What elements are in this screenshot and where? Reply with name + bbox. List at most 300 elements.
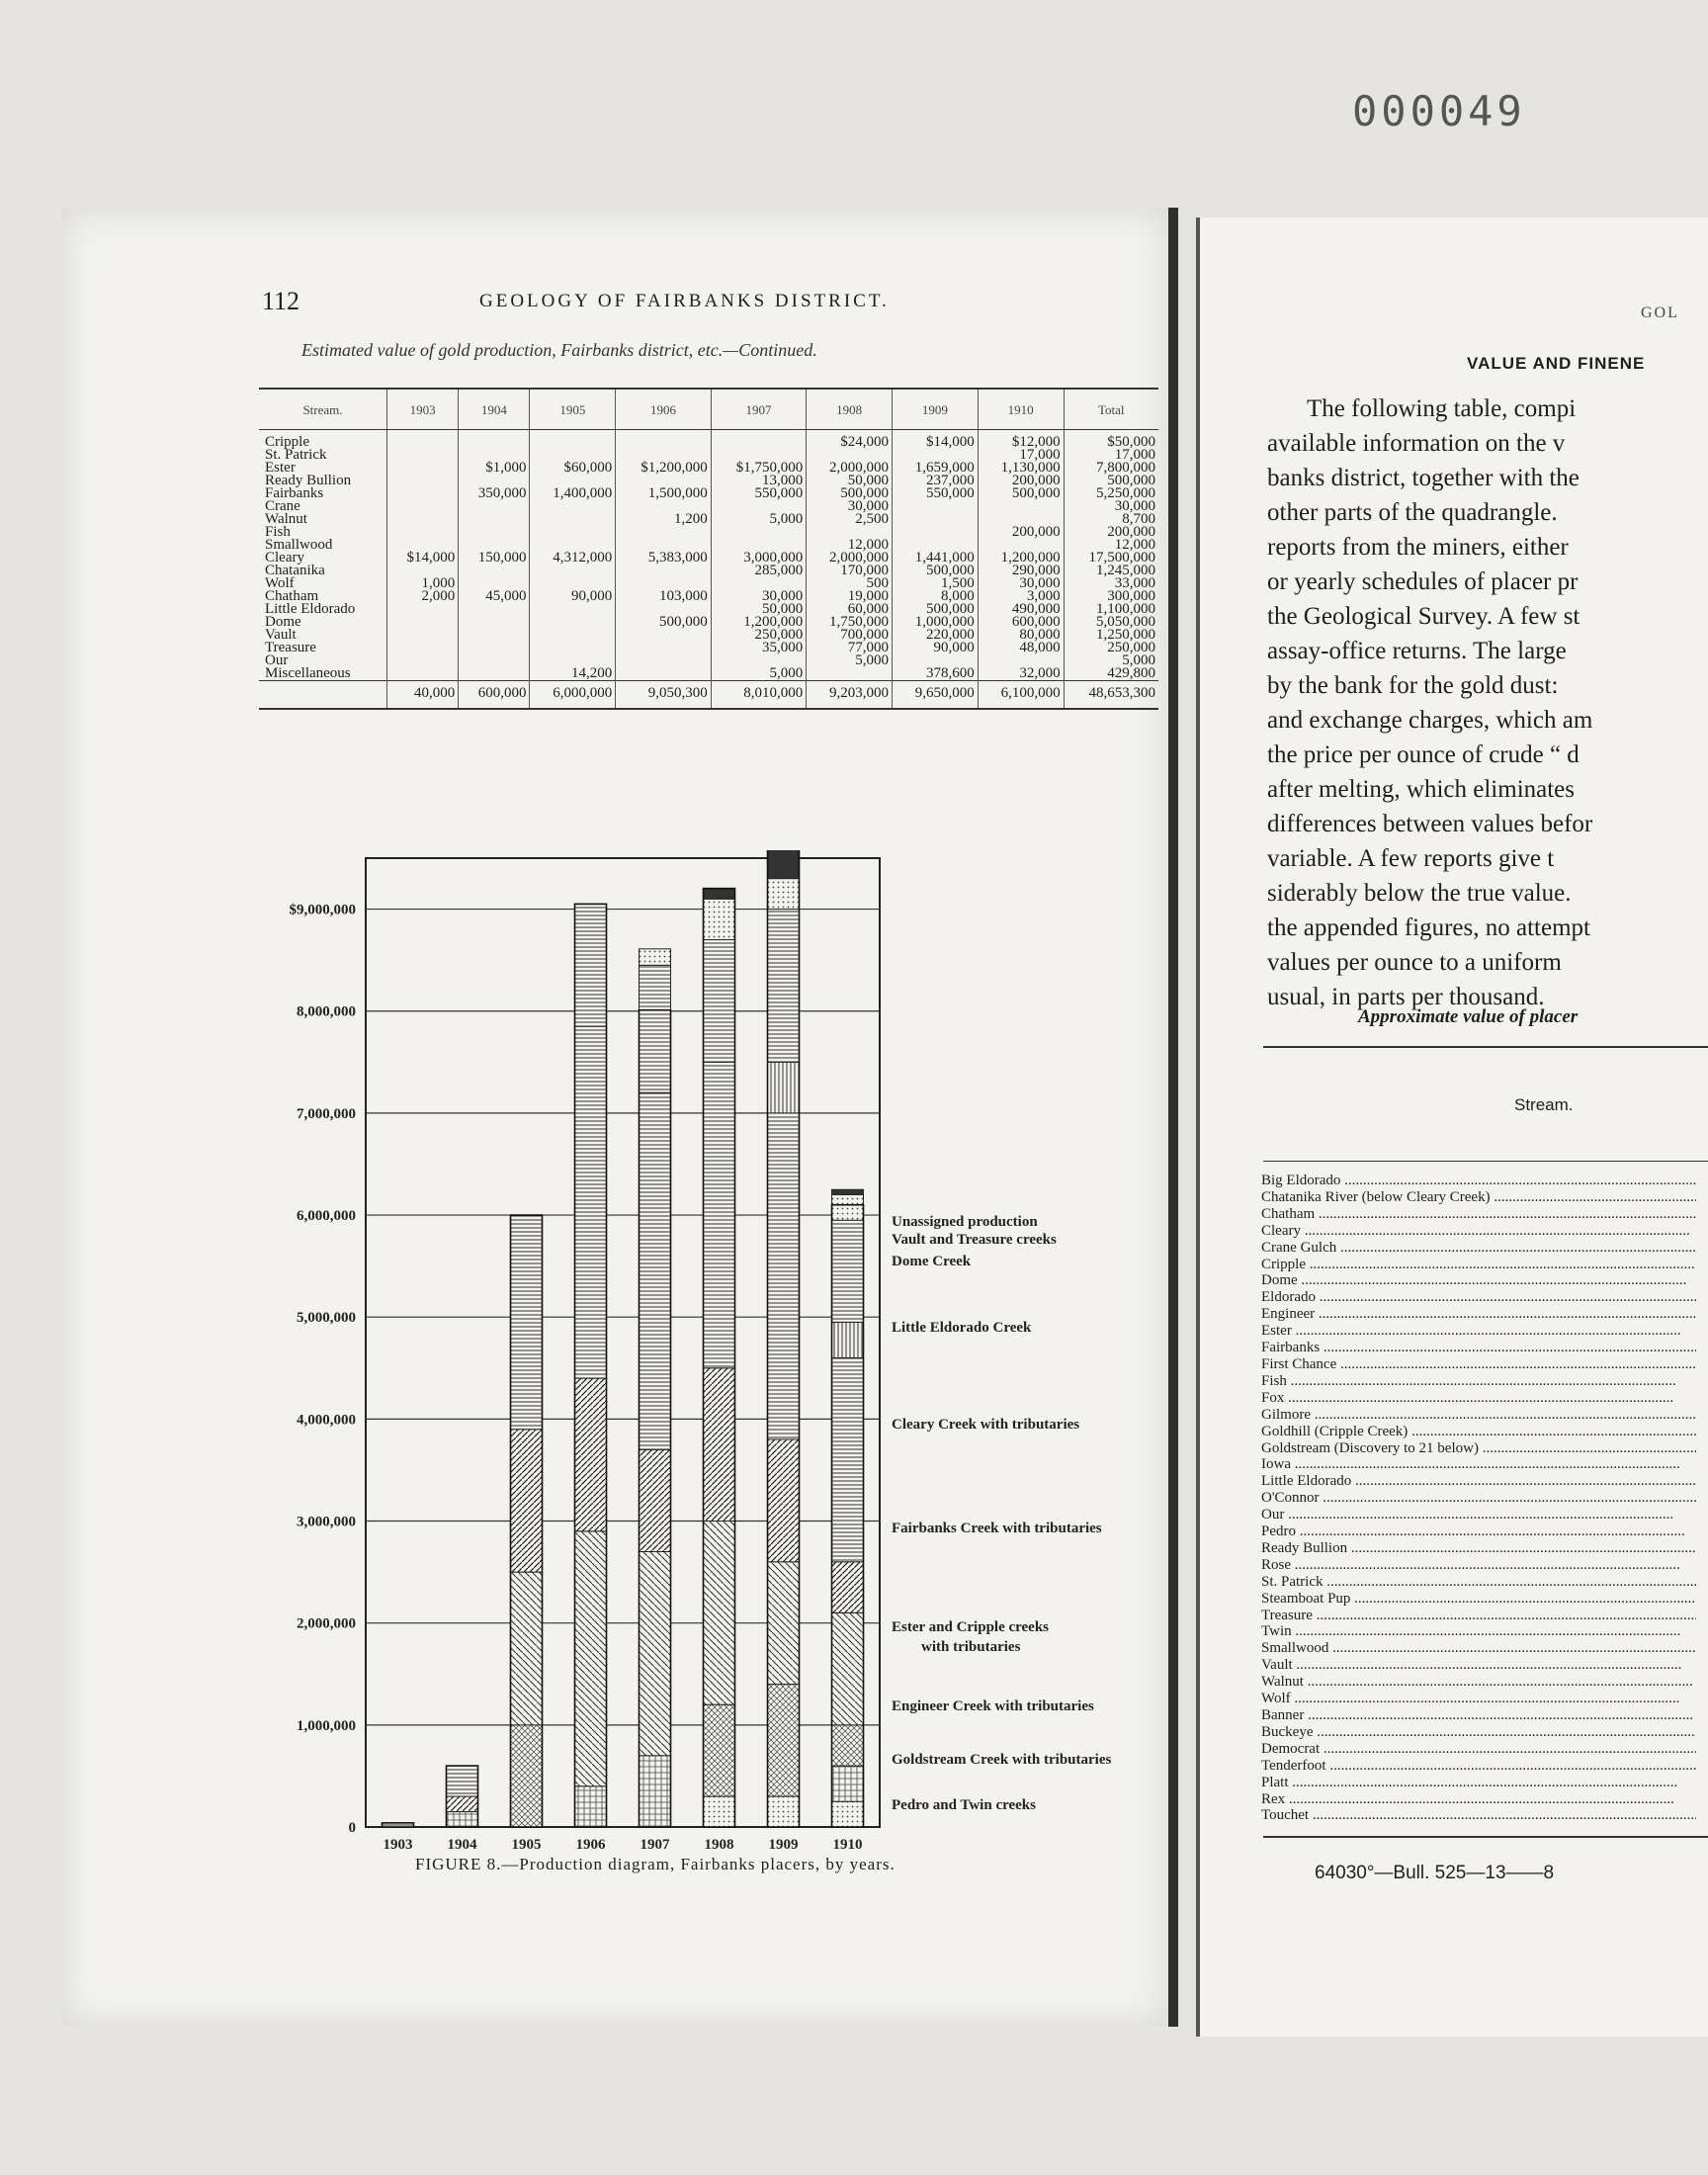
- table-header-cell: 1910: [978, 389, 1064, 430]
- value-cell: 80,000: [978, 629, 1064, 642]
- value-cell: 30,000: [807, 500, 893, 513]
- stream-name-cell: St. Patrick: [265, 447, 327, 463]
- value-cell: 1,400,000: [530, 487, 616, 500]
- value-cell: [387, 629, 459, 642]
- bar-segment: [768, 879, 800, 910]
- value-cell: 1,500,000: [616, 487, 712, 500]
- value-cell: $1,200,000: [616, 462, 712, 475]
- stream-list-item: Gilmore .....: [1261, 1407, 1696, 1424]
- paragraph-line: the Geological Survey. A few st: [1267, 603, 1580, 630]
- table-header-cell: 1906: [616, 389, 712, 430]
- stream-list-item: Ready Bullion .....: [1261, 1540, 1696, 1557]
- value-cell: 2,000,000: [807, 462, 893, 475]
- total-cell: 8,010,000: [711, 681, 807, 710]
- stream-list-item: Iowa .....: [1261, 1456, 1696, 1473]
- stream-name-cell: Dome: [265, 614, 301, 630]
- value-cell: 1,130,000: [978, 462, 1064, 475]
- value-cell: 500,000: [1064, 475, 1158, 487]
- table-header-row: [259, 389, 1158, 430]
- bar-segment: [768, 1685, 800, 1796]
- value-cell: 2,500: [807, 513, 893, 526]
- right-paragraph: [1267, 392, 1692, 1014]
- value-cell: 90,000: [530, 590, 616, 603]
- value-cell: [387, 500, 459, 513]
- value-cell: [616, 565, 712, 577]
- paragraph-line: variable. A few reports give t: [1267, 845, 1555, 872]
- stream-list-item: Crane Gulch .....: [1261, 1240, 1696, 1257]
- stream-list-item: Fox .....: [1261, 1390, 1696, 1407]
- value-cell: [530, 565, 616, 577]
- stream-list-item: Chatanika River (below Cleary Creek) .....: [1261, 1189, 1696, 1206]
- value-cell: [530, 526, 616, 539]
- value-cell: [387, 475, 459, 487]
- stream-name-cell: Treasure: [265, 640, 316, 655]
- stream-name-cell: Little Eldorado: [265, 601, 356, 617]
- paragraph-line: assay-office returns. The large: [1267, 638, 1567, 664]
- x-tick-label: 1904: [447, 1837, 477, 1853]
- right-table-caption: Approximate value of placer: [1358, 1006, 1579, 1027]
- page-number: 112: [262, 287, 300, 315]
- value-cell: 150,000: [459, 552, 530, 565]
- y-tick-label: 4,000,000: [297, 1412, 356, 1429]
- stream-list-item: Treasure .....: [1261, 1608, 1696, 1624]
- stream-name-cell: Smallwood: [265, 537, 333, 553]
- value-cell: 4,312,000: [530, 552, 616, 565]
- stream-list-item: O'Connor .....: [1261, 1490, 1696, 1507]
- table-header-cell: Stream.: [259, 389, 387, 430]
- value-cell: [711, 526, 807, 539]
- value-cell: [387, 654, 459, 667]
- value-cell: 12,000: [1064, 539, 1158, 552]
- value-cell: 500: [807, 577, 893, 590]
- value-cell: [459, 526, 530, 539]
- value-cell: [387, 449, 459, 462]
- value-cell: [530, 642, 616, 654]
- value-cell: 500,000: [807, 487, 893, 500]
- value-cell: [459, 642, 530, 654]
- value-cell: 170,000: [807, 565, 893, 577]
- table-row: [259, 642, 1158, 654]
- value-cell: 1,441,000: [893, 552, 979, 565]
- table-row: [259, 526, 1158, 539]
- running-title: GEOLOGY OF FAIRBANKS DISTRICT.: [479, 291, 890, 311]
- bar-segment: [832, 1612, 864, 1724]
- bar-segment: [704, 1704, 735, 1796]
- value-cell: 35,000: [711, 642, 807, 654]
- stream-list-item: Dome .....: [1261, 1272, 1696, 1289]
- legend-label-line: Fairbanks Creek with tributaries: [892, 1521, 1102, 1536]
- paragraph-line: The following table, compi: [1307, 395, 1577, 422]
- value-cell: 1,750,000: [807, 616, 893, 629]
- total-cell: [259, 681, 387, 710]
- table-header-cell: 1908: [807, 389, 893, 430]
- legend-label-line: Dome Creek: [892, 1254, 972, 1269]
- bar-segment: [768, 1796, 800, 1827]
- paragraph-line: the price per ounce of crude “ d: [1267, 741, 1580, 768]
- paragraph-line: after melting, which eliminates: [1267, 776, 1576, 803]
- paragraph-line: siderably below the true value.: [1267, 880, 1572, 907]
- value-cell: 8,700: [1064, 513, 1158, 526]
- bar-segment: [704, 889, 735, 899]
- paragraph-line: other parts of the quadrangle.: [1267, 499, 1558, 526]
- legend-label: [892, 1797, 1036, 1813]
- stream-list-item: Platt .....: [1261, 1775, 1696, 1791]
- value-cell: 550,000: [711, 487, 807, 500]
- value-cell: 200,000: [978, 475, 1064, 487]
- value-cell: [530, 603, 616, 616]
- stream-list-item: Rex .....: [1261, 1791, 1696, 1808]
- stream-name-cell: Fairbanks: [265, 485, 324, 501]
- paragraph-line: the appended figures, no attempt: [1267, 914, 1590, 941]
- signature-footer: 64030°—Bull. 525—13——8: [1315, 1863, 1555, 1883]
- value-cell: $14,000: [893, 430, 979, 450]
- stream-list-item: Vault .....: [1261, 1657, 1696, 1674]
- value-cell: 220,000: [893, 629, 979, 642]
- legend-label-line: Goldstream Creek with tributaries: [892, 1752, 1112, 1768]
- bar-segment: [575, 1026, 607, 1378]
- value-cell: 7,800,000: [1064, 462, 1158, 475]
- value-cell: [616, 642, 712, 654]
- value-cell: $1,000: [459, 462, 530, 475]
- stream-list-item: Cripple .....: [1261, 1257, 1696, 1273]
- stream-list-item: St. Patrick .....: [1261, 1574, 1696, 1591]
- stream-name-cell: Cleary: [265, 550, 304, 566]
- stream-name-cell: Chatham: [265, 588, 319, 604]
- value-cell: 30,000: [1064, 500, 1158, 513]
- bar-segment: [832, 1189, 864, 1194]
- stream-list-item: Democrat .....: [1261, 1741, 1696, 1758]
- stream-list-item: Big Eldorado .....: [1261, 1173, 1696, 1189]
- value-cell: 1,000,000: [893, 616, 979, 629]
- value-cell: 200,000: [1064, 526, 1158, 539]
- stream-name-cell: Wolf: [265, 575, 295, 591]
- value-cell: 60,000: [807, 603, 893, 616]
- value-cell: 5,050,000: [1064, 616, 1158, 629]
- stream-list-item: Goldhill (Cripple Creek) .....: [1261, 1424, 1696, 1440]
- y-tick-label: 7,000,000: [297, 1105, 356, 1122]
- x-tick-label: 1903: [383, 1837, 413, 1853]
- table-header-cell: 1904: [459, 389, 530, 430]
- value-cell: [459, 667, 530, 681]
- bar-segment: [704, 1368, 735, 1522]
- value-cell: 1,000: [387, 577, 459, 590]
- value-cell: 17,000: [978, 449, 1064, 462]
- x-tick-label: 1907: [640, 1837, 670, 1853]
- value-cell: 1,200,000: [711, 616, 807, 629]
- bar-segment: [832, 1801, 864, 1827]
- value-cell: 200,000: [978, 526, 1064, 539]
- x-tick-label: 1905: [511, 1837, 542, 1853]
- stream-list-item: Banner .....: [1261, 1707, 1696, 1724]
- y-tick-label: 0: [348, 1820, 356, 1836]
- stream-list-item: Wolf .....: [1261, 1691, 1696, 1707]
- legend-label: [892, 1232, 1057, 1248]
- value-cell: 17,000: [1064, 449, 1158, 462]
- value-cell: [978, 500, 1064, 513]
- value-cell: 2,000,000: [807, 552, 893, 565]
- value-cell: [807, 667, 893, 681]
- legend-label: [892, 1698, 1094, 1714]
- bar-segment: [832, 1220, 864, 1322]
- bar-segment: [640, 1551, 671, 1755]
- total-cell: 9,650,000: [893, 681, 979, 710]
- bar-segment: [575, 1786, 607, 1827]
- figure-caption: FIGURE 8.—Production diagram, Fairbanks placers, by years.: [415, 1855, 896, 1873]
- stream-list-item: Chatham .....: [1261, 1206, 1696, 1223]
- value-cell: [459, 603, 530, 616]
- legend-label-line: Vault and Treasure creeks: [892, 1232, 1057, 1248]
- value-cell: 350,000: [459, 487, 530, 500]
- value-cell: 13,000: [711, 475, 807, 487]
- bar-segment: [640, 965, 671, 1092]
- table-header-cell: 1903: [387, 389, 459, 430]
- table-header-cell: 1905: [530, 389, 616, 430]
- legend-label: [892, 1320, 1032, 1336]
- stream-list-item: Smallwood .....: [1261, 1640, 1696, 1657]
- value-cell: 1,200,000: [978, 552, 1064, 565]
- legend-label-line: with tributaries: [921, 1639, 1021, 1655]
- legend-label-line: Engineer Creek with tributaries: [892, 1698, 1094, 1714]
- stream-name-cell: Ready Bullion: [265, 473, 352, 488]
- value-cell: 378,600: [893, 667, 979, 681]
- stream-name-cell: Walnut: [265, 511, 307, 527]
- value-cell: 237,000: [893, 475, 979, 487]
- stream-list-item: Walnut .....: [1261, 1674, 1696, 1691]
- y-tick-label: $9,000,000: [289, 902, 356, 918]
- value-cell: [459, 513, 530, 526]
- legend-label-line: Cleary Creek with tributaries: [892, 1417, 1080, 1433]
- paragraph-line: by the bank for the gold dust:: [1267, 672, 1559, 699]
- bar-segment: [832, 1322, 864, 1357]
- stream-name-cell: Our: [265, 652, 289, 668]
- stream-list-item: Steamboat Pup .....: [1261, 1591, 1696, 1608]
- legend-label-line: Ester and Cripple creeks: [892, 1619, 1050, 1635]
- value-cell: [387, 513, 459, 526]
- y-tick-label: 5,000,000: [297, 1310, 356, 1327]
- bar-segment: [704, 1796, 735, 1827]
- bar-segment: [640, 949, 671, 966]
- stream-column-header: Stream.: [1514, 1095, 1574, 1114]
- total-cell: 600,000: [459, 681, 530, 710]
- value-cell: [459, 565, 530, 577]
- value-cell: 2,000: [387, 590, 459, 603]
- value-cell: 14,200: [530, 667, 616, 681]
- value-cell: 429,800: [1064, 667, 1158, 681]
- bar-segment: [447, 1766, 478, 1796]
- value-cell: [459, 430, 530, 450]
- x-tick-label: 1908: [704, 1837, 734, 1853]
- value-cell: [387, 430, 459, 450]
- value-cell: [530, 500, 616, 513]
- value-cell: 90,000: [893, 642, 979, 654]
- legend-label-line: Pedro and Twin creeks: [892, 1797, 1036, 1813]
- value-cell: 5,000: [711, 513, 807, 526]
- paragraph-line: values per ounce to a uniform: [1267, 949, 1562, 976]
- bar-segment: [768, 1439, 800, 1562]
- legend-label: [892, 1752, 1111, 1768]
- stream-list-item: Goldstream (Discovery to 21 below) .....: [1261, 1440, 1696, 1457]
- stream-list-item: Tenderfoot .....: [1261, 1758, 1696, 1775]
- stream-list-item: First Chance .....: [1261, 1356, 1696, 1373]
- y-tick-label: 6,000,000: [297, 1208, 356, 1225]
- value-cell: 5,000: [1064, 654, 1158, 667]
- stream-list-item: Twin .....: [1261, 1623, 1696, 1640]
- value-cell: [530, 616, 616, 629]
- bar-segment: [832, 1562, 864, 1613]
- total-cell: 6,000,000: [530, 681, 616, 710]
- table-rule: [1263, 1161, 1708, 1162]
- value-cell: $1,750,000: [711, 462, 807, 475]
- bar-segment: [768, 1113, 800, 1439]
- value-cell: 1,250,000: [1064, 629, 1158, 642]
- table-row: [259, 667, 1158, 681]
- value-cell: 500,000: [978, 487, 1064, 500]
- bar-segment: [832, 1766, 864, 1801]
- paragraph-line: banks district, together with the: [1267, 465, 1580, 491]
- bar-segment: [704, 1062, 735, 1367]
- value-cell: $12,000: [978, 430, 1064, 450]
- stream-list-item: Our .....: [1261, 1507, 1696, 1523]
- x-tick-label: 1906: [575, 1837, 606, 1853]
- value-cell: [459, 654, 530, 667]
- bar-segment: [575, 904, 607, 1026]
- value-cell: [616, 526, 712, 539]
- value-cell: [387, 487, 459, 500]
- value-cell: 700,000: [807, 629, 893, 642]
- total-cell: 40,000: [387, 681, 459, 710]
- bar-segment: [447, 1796, 478, 1811]
- value-cell: 285,000: [711, 565, 807, 577]
- value-cell: [530, 513, 616, 526]
- table-header-cell: Total: [1064, 389, 1158, 430]
- legend-label: [892, 1417, 1079, 1433]
- bar-segment: [575, 1531, 607, 1786]
- stream-name-cell: Fish: [265, 524, 291, 540]
- legend-label-line: Unassigned production: [892, 1214, 1038, 1230]
- total-cell: 9,050,300: [616, 681, 712, 710]
- value-cell: 50,000: [711, 603, 807, 616]
- paragraph-line: and exchange charges, which am: [1267, 707, 1593, 734]
- y-tick-label: 2,000,000: [297, 1615, 356, 1632]
- x-tick-label: 1910: [832, 1837, 863, 1853]
- bar-segment: [640, 1092, 671, 1449]
- value-cell: 1,100,000: [1064, 603, 1158, 616]
- bar-segment: [704, 1522, 735, 1705]
- stream-list-item: Little Eldorado .....: [1261, 1473, 1696, 1490]
- value-cell: 1,200: [616, 513, 712, 526]
- bar-segment: [832, 1357, 864, 1561]
- bar-segment: [768, 1062, 800, 1113]
- value-cell: 500,000: [893, 603, 979, 616]
- value-cell: [459, 616, 530, 629]
- x-tick-label: 1909: [768, 1837, 799, 1853]
- value-cell: 19,000: [807, 590, 893, 603]
- value-cell: 32,000: [978, 667, 1064, 681]
- value-cell: 1,659,000: [893, 462, 979, 475]
- value-cell: [893, 526, 979, 539]
- stream-name-cell: Ester: [265, 460, 296, 476]
- total-cell: 48,653,300: [1064, 681, 1158, 710]
- archive-stamp: 000049: [1352, 87, 1526, 135]
- value-cell: [387, 642, 459, 654]
- y-tick-label: 3,000,000: [297, 1514, 356, 1530]
- value-cell: 5,000: [711, 667, 807, 681]
- value-cell: [893, 500, 979, 513]
- bar-segment: [832, 1725, 864, 1766]
- stream-name-cell: Vault: [265, 627, 297, 643]
- bar-segment: [575, 1378, 607, 1531]
- value-cell: $24,000: [807, 430, 893, 450]
- legend-label: [892, 1521, 1102, 1536]
- value-cell: 77,000: [807, 642, 893, 654]
- value-cell: 300,000: [1064, 590, 1158, 603]
- stream-list: [1261, 1173, 1696, 1824]
- paragraph-line: usual, in parts per thousand.: [1267, 984, 1545, 1010]
- value-cell: [616, 430, 712, 450]
- legend-label: [892, 1619, 1049, 1655]
- stream-name-cell: Miscellaneous: [265, 665, 351, 681]
- value-cell: [530, 629, 616, 642]
- table-header-cell: 1907: [711, 389, 807, 430]
- stream-list-item: Rose .....: [1261, 1557, 1696, 1574]
- value-cell: 33,000: [1064, 577, 1158, 590]
- value-cell: 8,000: [893, 590, 979, 603]
- value-cell: [616, 629, 712, 642]
- production-chart: [267, 850, 1147, 1878]
- bar-segment: [704, 940, 735, 1063]
- table-caption: Estimated value of gold production, Fairbanks district, etc.—Continued.: [301, 340, 817, 360]
- stream-list-item: Ester .....: [1261, 1323, 1696, 1340]
- value-cell: $60,000: [530, 462, 616, 475]
- value-cell: [387, 462, 459, 475]
- value-cell: 12,000: [807, 539, 893, 552]
- value-cell: 48,000: [978, 642, 1064, 654]
- value-cell: 1,245,000: [1064, 565, 1158, 577]
- bar-segment: [511, 1215, 543, 1430]
- value-cell: 500,000: [893, 565, 979, 577]
- table-row: [259, 500, 1158, 513]
- bar-segment: [511, 1572, 543, 1725]
- bar-segment: [447, 1812, 478, 1827]
- value-cell: 3,000: [978, 590, 1064, 603]
- value-cell: [387, 526, 459, 539]
- value-cell: 290,000: [978, 565, 1064, 577]
- y-tick-label: 8,000,000: [297, 1003, 356, 1020]
- value-cell: [387, 667, 459, 681]
- stream-list-item: Eldorado .....: [1261, 1289, 1696, 1306]
- production-chart-svg: [267, 850, 1147, 1878]
- value-cell: [893, 513, 979, 526]
- value-cell: 250,000: [1064, 642, 1158, 654]
- table-total-row: [259, 681, 1158, 710]
- stream-list-item: Buckeye .....: [1261, 1724, 1696, 1741]
- value-cell: 103,000: [616, 590, 712, 603]
- value-cell: 600,000: [978, 616, 1064, 629]
- bar-segment: [768, 1562, 800, 1685]
- table-rule: [1263, 1836, 1708, 1838]
- value-cell: 490,000: [978, 603, 1064, 616]
- paragraph-line: differences between values befor: [1267, 811, 1593, 837]
- stream-list-item: Engineer .....: [1261, 1306, 1696, 1323]
- stream-list-item: Fish .....: [1261, 1373, 1696, 1390]
- total-cell: 6,100,000: [978, 681, 1064, 710]
- value-cell: 3,000,000: [711, 552, 807, 565]
- stream-list-item: Touchet .....: [1261, 1807, 1696, 1824]
- stream-name-cell: Chatanika: [265, 563, 325, 578]
- value-cell: [387, 603, 459, 616]
- value-cell: 250,000: [711, 629, 807, 642]
- value-cell: 500,000: [616, 616, 712, 629]
